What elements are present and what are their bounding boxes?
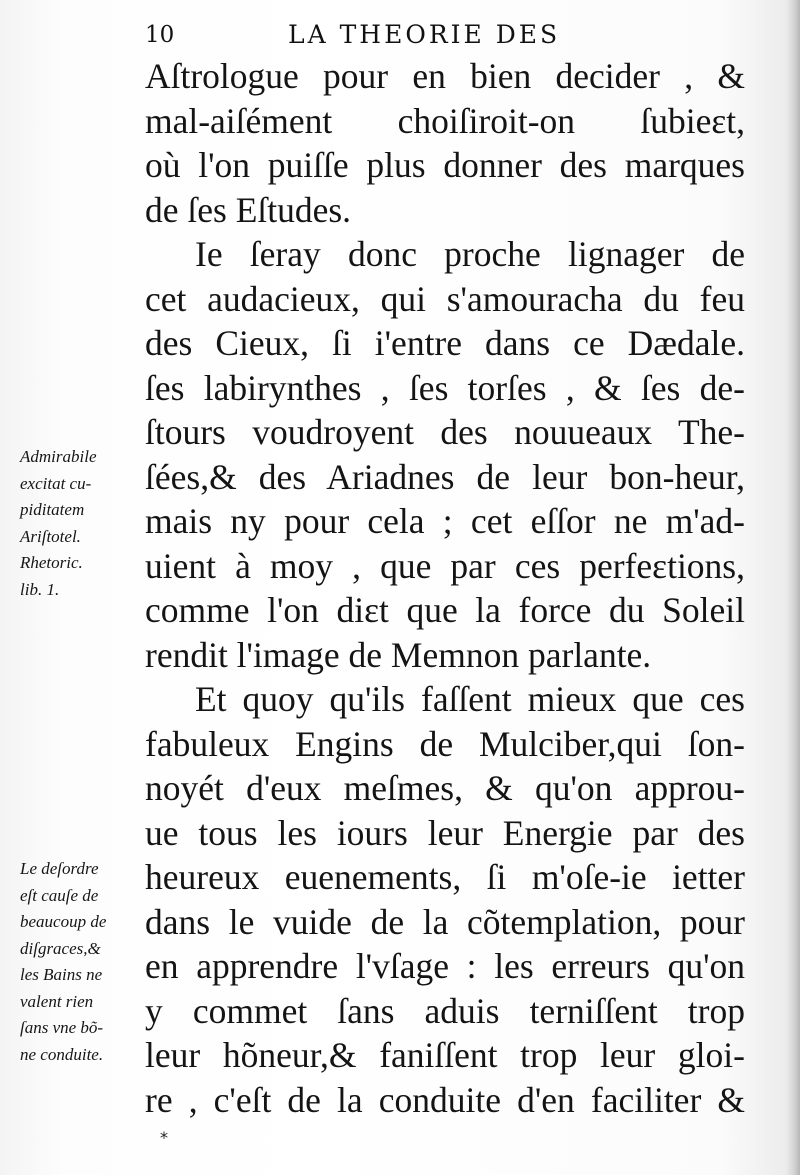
text-line: fabuleux Engins de Mulciber,qui ſon- — [145, 723, 745, 764]
margin-note-line: diſgraces,& — [20, 938, 101, 958]
margin-note-desordre — [20, 856, 145, 1068]
margin-note-line: ne conduite. — [20, 1044, 104, 1064]
text-line: uient à moy , que par ces perfeɛtions, — [145, 545, 745, 586]
margin-note-line: ſans vne bõ- — [20, 1018, 104, 1037]
text-line: ſes labirynthes , ſes torſes , & ſes de- — [145, 367, 745, 408]
text-line: dans le vuide de la cõtemplation, pour — [145, 901, 745, 942]
text-line: de ſes Eſtudes. — [145, 189, 352, 230]
text-line: cet audacieux, qui s'amouracha du feu — [145, 278, 745, 319]
text-line: des Cieux, ſi i'entre dans ce Dædale. — [145, 323, 745, 363]
running-head — [145, 20, 745, 54]
margin-note-line: eſt cauſe de — [20, 885, 99, 905]
margin-note-line: beaucoup de — [20, 912, 107, 931]
text-line: Et quoy qu'ils faſſent mieux que ces — [195, 679, 745, 719]
margin-note-line: Le deſordre — [20, 859, 99, 878]
main-text-block — [145, 54, 745, 1122]
text-line: ſtours voudroyent des nouueaux The- — [145, 412, 745, 452]
text-line: y commet ſans aduis terniſſent trop — [145, 990, 745, 1031]
margin-note-line: Ariſtotel. — [20, 526, 81, 546]
text-line: comme l'on diɛt que la force du Soleil — [145, 590, 745, 630]
margin-note-line: Rhetoric. — [20, 553, 83, 572]
page-number: 10 — [145, 22, 175, 48]
margin-note-line: piditatem — [20, 500, 85, 519]
text-line: en apprendre l'vſage : les erreurs qu'on — [145, 946, 745, 986]
page-edge-shadow — [786, 0, 800, 1175]
margin-note-line: excitat cu- — [20, 473, 92, 493]
margin-note-line: lib. 1. — [20, 579, 60, 599]
margin-note-aristotle — [20, 444, 145, 603]
text-line: noyét d'eux meſmes, & qu'on approu- — [145, 768, 745, 808]
text-line: leur hõneur,& faniſſent trop leur gloi- — [145, 1035, 745, 1075]
text-line: mais ny pour cela ; cet eſſor ne m'ad- — [145, 501, 745, 541]
margin-note-line: valent rien — [20, 991, 94, 1011]
text-line: mal-aiſément choiſiroit-on ſubieɛt, — [145, 100, 745, 141]
text-line: où l'on puiſſe plus donner des marques — [145, 145, 745, 185]
text-line: ſées,& des Ariadnes de leur bon-heur, — [145, 456, 745, 497]
text-line: heureux euenements, ſi m'oſe-ie ietter — [145, 857, 745, 897]
text-line: re , c'eſt de la conduite d'en faciliter & — [145, 1079, 745, 1120]
ornament-mark: * — [160, 1128, 168, 1147]
margin-note-line: Admirabile — [20, 447, 97, 466]
text-line: Ie ſeray donc proche lignager de — [195, 234, 745, 274]
running-title: LA THEORIE DES — [288, 20, 561, 49]
text-line: rendit l'image de Memnon parlante. — [145, 634, 652, 675]
text-line: Aſtrologue pour en bien decider , & — [145, 56, 745, 96]
margin-note-line: les Bains ne — [20, 965, 103, 984]
text-line: ue tous les iours leur Energie par des — [145, 812, 745, 853]
